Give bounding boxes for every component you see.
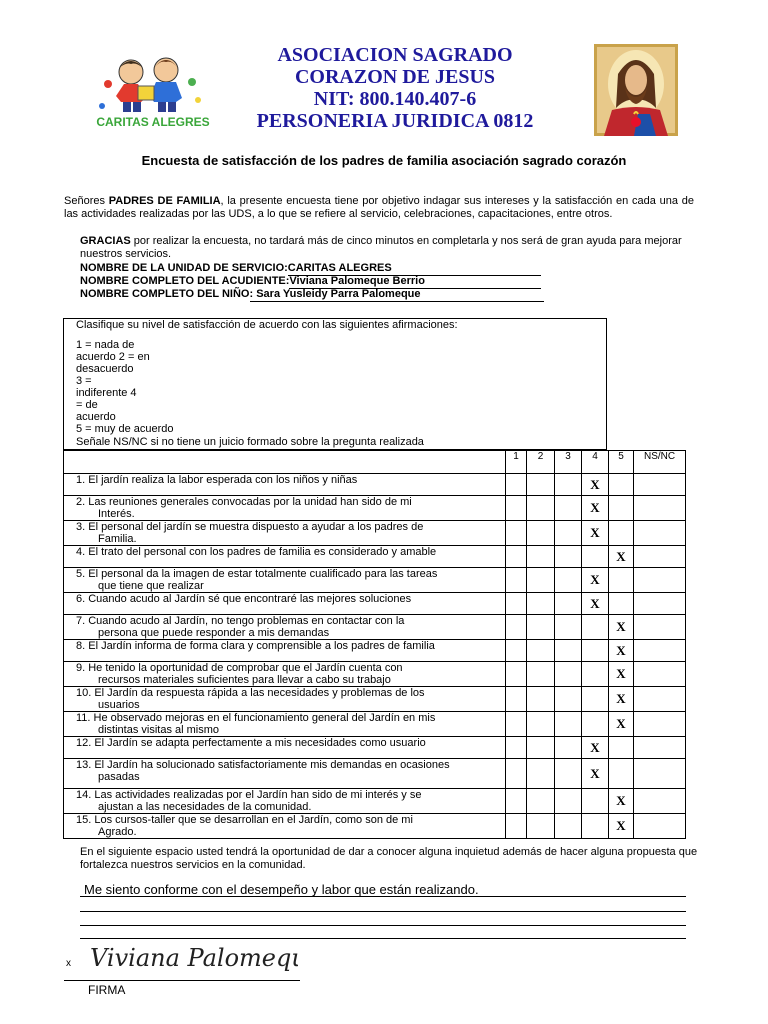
intro-body: , la presente encuesta tiene por objetivo indagar sus intereses y la satisfacción en cada una de las actividades realizadas por las UDS, a lo que se refiere al servicio, celebraciones, capacitaciones, entre otros.: [64, 195, 694, 220]
rating-cell-5[interactable]: [609, 640, 634, 662]
selected-mark: X: [616, 642, 626, 658]
table-row: [64, 496, 686, 521]
selected-mark: X: [590, 476, 600, 492]
survey-table: [63, 450, 686, 839]
question-text-continued: que tiene que realizar: [98, 580, 204, 592]
rating-cell-nsnc[interactable]: [634, 712, 686, 737]
question-cell: [64, 789, 506, 814]
rating-cell-5[interactable]: [609, 568, 634, 593]
question-text: 13. El Jardín ha solucionado satisfactoriamente mis demandas en ocasiones: [76, 759, 450, 771]
signature-text: Viviana Palomeque: [90, 944, 298, 972]
selected-mark: X: [616, 619, 626, 634]
signature-label: FIRMA: [88, 983, 126, 997]
rating-cell-2[interactable]: [527, 789, 555, 814]
thanks-paragraph: [80, 235, 694, 261]
question-cell: [64, 496, 506, 521]
question-text: 5. El personal da la imagen de estar totalmente cualificado para las tareas: [76, 568, 438, 580]
rating-cell-5[interactable]: [609, 615, 634, 640]
rating-cell-3[interactable]: [555, 521, 582, 546]
question-text-continued: usuarios: [98, 699, 140, 711]
question-text: 15. Los cursos-taller que se desarrollan en el Jardín, como son de mi: [76, 814, 413, 826]
rating-cell-1[interactable]: [506, 737, 527, 759]
rating-cell-4[interactable]: [582, 568, 609, 593]
question-text: 3. El personal del jardín se muestra dispuesto a ayudar a los padres de: [76, 521, 424, 533]
selected-mark: X: [590, 572, 600, 587]
rating-cell-nsnc[interactable]: [634, 759, 686, 789]
selected-mark: X: [616, 793, 626, 808]
table-row: [64, 759, 686, 789]
question-text: 12. El Jardín se adapta perfectamente a mis necesidades como usuario: [76, 737, 426, 749]
guardian-value: Viviana Palomeque Berrio: [289, 275, 541, 289]
rating-cell-3[interactable]: [555, 474, 582, 496]
column-header-1: 1: [506, 451, 527, 474]
rating-cell-nsnc[interactable]: [634, 568, 686, 593]
scale-line-8: 5 = muy de acuerdo: [76, 423, 174, 435]
selected-mark: X: [590, 595, 600, 611]
column-header-2: 2: [527, 451, 555, 474]
rating-cell-3[interactable]: [555, 546, 582, 568]
rating-cell-1[interactable]: [506, 496, 527, 521]
rating-cell-nsnc[interactable]: [634, 615, 686, 640]
rating-cell-3[interactable]: [555, 640, 582, 662]
rating-cell-1[interactable]: [506, 814, 527, 839]
question-cell: [64, 759, 506, 789]
comment-line-3: [80, 925, 686, 926]
rating-cell-2[interactable]: [527, 568, 555, 593]
instructions-box: [63, 318, 607, 450]
question-text-continued: persona que puede responder a mis demandas: [98, 627, 330, 639]
header-line-3: NIT: 800.140.407-6: [313, 88, 477, 110]
rating-cell-4[interactable]: [582, 789, 609, 814]
table-row: [64, 546, 686, 568]
rating-cell-nsnc[interactable]: [634, 546, 686, 568]
table-row: [64, 789, 686, 814]
rating-cell-nsnc[interactable]: [634, 814, 686, 839]
table-row: [64, 712, 686, 737]
question-text-continued: Agrado.: [98, 826, 137, 838]
selected-mark: X: [616, 548, 626, 564]
rating-cell-4[interactable]: [582, 712, 609, 737]
rating-cell-3[interactable]: [555, 662, 582, 687]
rating-cell-1[interactable]: [506, 521, 527, 546]
signature-line: [64, 980, 300, 981]
question-text: 4. El trato del personal con los padres de familia es considerado y amable: [76, 546, 437, 558]
rating-cell-4[interactable]: [582, 593, 609, 615]
question-cell: [64, 687, 506, 712]
question-text: 14. Las actividades realizadas por el Jardín han sido de mi interés y se: [76, 789, 422, 801]
rating-cell-1[interactable]: [506, 687, 527, 712]
instructions-lead: Clasifique su nivel de satisfacción de acuerdo con las siguientes afirmaciones:: [76, 319, 458, 331]
table-row: [64, 662, 686, 687]
rating-cell-2[interactable]: [527, 640, 555, 662]
question-text: 6. Cuando acudo al Jardín sé que encontraré las mejores soluciones: [76, 593, 412, 605]
selected-mark: X: [590, 525, 600, 540]
rating-cell-4[interactable]: [582, 615, 609, 640]
guardian-field: [80, 275, 541, 289]
rating-cell-4[interactable]: [582, 474, 609, 496]
table-row: [64, 474, 686, 496]
comment-line-2: [80, 911, 686, 912]
rating-cell-4[interactable]: [582, 640, 609, 662]
rating-cell-2[interactable]: [527, 737, 555, 759]
rating-cell-4[interactable]: [582, 737, 609, 759]
rating-cell-2[interactable]: [527, 474, 555, 496]
rating-cell-3[interactable]: [555, 687, 582, 712]
question-cell: [64, 640, 506, 662]
rating-cell-1[interactable]: [506, 474, 527, 496]
rating-cell-5[interactable]: [609, 814, 634, 839]
selected-mark: X: [616, 818, 626, 833]
rating-cell-5[interactable]: [609, 496, 634, 521]
rating-cell-nsnc[interactable]: [634, 640, 686, 662]
column-header-4: 4: [582, 451, 609, 474]
table-row: [64, 521, 686, 546]
rating-cell-2[interactable]: [527, 712, 555, 737]
organization-header: [230, 44, 560, 132]
scale-line-3: desacuerdo: [76, 363, 134, 375]
scale-line-1: 1 = nada de: [76, 339, 135, 351]
rating-cell-1[interactable]: [506, 615, 527, 640]
service-unit-value: CARITAS ALEGRES: [288, 262, 541, 276]
scale-line-7: acuerdo: [76, 411, 116, 423]
rating-cell-2[interactable]: [527, 759, 555, 789]
rating-cell-1[interactable]: [506, 662, 527, 687]
rating-cell-4[interactable]: [582, 814, 609, 839]
rating-cell-2[interactable]: [527, 615, 555, 640]
rating-cell-4[interactable]: [582, 662, 609, 687]
comment-prompt: En el siguiente espacio usted tendrá la oportunidad de dar a conocer alguna inquietud además de hacer alguna propuesta que fortalezca nuestros servicios en la comunidad.: [80, 846, 698, 871]
rating-cell-5[interactable]: [609, 737, 634, 759]
rating-cell-4[interactable]: [582, 521, 609, 546]
rating-cell-5[interactable]: [609, 662, 634, 687]
selected-mark: X: [590, 765, 600, 781]
rating-cell-1[interactable]: [506, 568, 527, 593]
rating-cell-1[interactable]: [506, 546, 527, 568]
table-row: [64, 737, 686, 759]
signature-x-mark: x: [66, 958, 71, 969]
question-text-continued: Familia.: [98, 533, 137, 545]
question-cell: [64, 814, 506, 839]
question-text: 2. Las reuniones generales convocadas por la unidad han sido de mi: [76, 496, 412, 508]
sacred-heart-portrait: [594, 44, 678, 136]
rating-cell-nsnc[interactable]: [634, 662, 686, 687]
question-text-continued: recursos materiales suficientes para llevar a cabo su trabajo: [98, 674, 391, 686]
rating-cell-nsnc[interactable]: [634, 521, 686, 546]
rating-cell-4[interactable]: [582, 687, 609, 712]
column-header-nsnc: NS/NC: [634, 451, 686, 474]
rating-cell-5[interactable]: [609, 521, 634, 546]
scale-line-6: = de: [76, 399, 98, 411]
question-text: 7. Cuando acudo al Jardín, no tengo problemas en contactar con la: [76, 615, 405, 627]
comment-answer: Me siento conforme con el desempeño y labor que están realizando.: [84, 882, 479, 897]
rating-cell-3[interactable]: [555, 615, 582, 640]
rating-cell-2[interactable]: [527, 593, 555, 615]
header-line-1: ASOCIACION SAGRADO: [277, 44, 513, 66]
rating-cell-nsnc[interactable]: [634, 687, 686, 712]
rating-cell-nsnc[interactable]: [634, 593, 686, 615]
rating-cell-1[interactable]: [506, 593, 527, 615]
rating-cell-2[interactable]: [527, 687, 555, 712]
scale-line-2: acuerdo 2 = en: [76, 351, 150, 363]
child-field: [80, 288, 544, 302]
caritas-alegres-logo: [86, 46, 220, 132]
rating-cell-3[interactable]: [555, 712, 582, 737]
question-cell: [64, 737, 506, 759]
rating-cell-nsnc[interactable]: [634, 474, 686, 496]
question-text: 10. El Jardín da respuesta rápida a las necesidades y problemas de los: [76, 687, 425, 699]
rating-cell-3[interactable]: [555, 789, 582, 814]
intro-greeting: Señores: [64, 195, 109, 207]
thanks-label: GRACIAS: [80, 235, 131, 247]
rating-cell-3[interactable]: [555, 814, 582, 839]
rating-cell-5[interactable]: [609, 474, 634, 496]
intro-paragraph: [64, 195, 694, 221]
service-unit-label: NOMBRE DE LA UNIDAD DE SERVICIO:: [80, 262, 288, 274]
rating-cell-4[interactable]: [582, 759, 609, 789]
header-line-4: PERSONERIA JURIDICA 0812: [256, 110, 534, 132]
selected-mark: X: [616, 691, 626, 706]
rating-cell-1[interactable]: [506, 759, 527, 789]
instructions-note: Señale NS/NC si no tiene un juicio formado sobre la pregunta realizada: [76, 436, 424, 448]
rating-cell-nsnc[interactable]: [634, 789, 686, 814]
child-label: NOMBRE COMPLETO DEL NIÑO: [80, 288, 250, 300]
scale-line-4: 3 =: [76, 375, 92, 387]
rating-cell-3[interactable]: [555, 737, 582, 759]
question-cell: [64, 546, 506, 568]
table-row: [64, 615, 686, 640]
column-header-3: 3: [555, 451, 582, 474]
intro-parents-label: PADRES DE FAMILIA: [108, 195, 221, 207]
table-row: [64, 814, 686, 839]
header-line-2: CORAZON DE JESUS: [294, 66, 496, 88]
question-text-continued: distintas visitas al mismo: [98, 724, 220, 736]
logo-text: CARITAS ALEGRES: [96, 115, 210, 129]
rating-cell-4[interactable]: [582, 546, 609, 568]
table-row: [64, 687, 686, 712]
question-text: 1. El jardín realiza la labor esperada con los niños y niñas: [76, 474, 358, 486]
rating-cell-5[interactable]: [609, 546, 634, 568]
rating-cell-3[interactable]: [555, 593, 582, 615]
rating-cell-3[interactable]: [555, 568, 582, 593]
rating-cell-2[interactable]: [527, 521, 555, 546]
thanks-body: por realizar la encuesta, no tardará más de cinco minutos en completarla y nos será de gran ayuda para mejorar nuestros servicios.: [80, 235, 682, 260]
selected-mark: X: [590, 500, 600, 515]
rating-cell-2[interactable]: [527, 814, 555, 839]
rating-cell-3[interactable]: [555, 759, 582, 789]
selected-mark: X: [616, 666, 626, 681]
rating-cell-2[interactable]: [527, 662, 555, 687]
rating-cell-4[interactable]: [582, 496, 609, 521]
question-cell: [64, 615, 506, 640]
question-text-continued: ajustan a las necesidades de la comunidad.: [98, 801, 312, 813]
question-cell: [64, 568, 506, 593]
header-blank-cell: [64, 451, 506, 474]
question-text: 8. El Jardín informa de forma clara y comprensible a los padres de familia: [76, 640, 435, 652]
question-text: 11. He observado mejoras en el funcionamiento general del Jardín en mis: [76, 712, 436, 724]
rating-cell-2[interactable]: [527, 496, 555, 521]
rating-cell-1[interactable]: [506, 789, 527, 814]
question-text: 9. He tenido la oportunidad de comprobar que el Jardín cuenta con: [76, 662, 403, 674]
rating-cell-1[interactable]: [506, 712, 527, 737]
rating-cell-5[interactable]: [609, 687, 634, 712]
question-text-continued: pasadas: [98, 771, 140, 783]
selected-mark: X: [590, 739, 600, 755]
service-unit-field: [80, 262, 541, 276]
table-row: [64, 640, 686, 662]
guardian-label: NOMBRE COMPLETO DEL ACUDIENTE:: [80, 275, 290, 287]
rating-cell-2[interactable]: [527, 546, 555, 568]
child-value: : Sara Yusleidy Parra Palomeque: [250, 288, 544, 302]
selected-mark: X: [616, 716, 626, 731]
rating-cell-3[interactable]: [555, 496, 582, 521]
rating-cell-5[interactable]: [609, 759, 634, 789]
table-row: [64, 568, 686, 593]
rating-cell-1[interactable]: [506, 640, 527, 662]
question-cell: [64, 712, 506, 737]
rating-cell-5[interactable]: [609, 593, 634, 615]
rating-cell-nsnc[interactable]: [634, 496, 686, 521]
handwritten-signature: [88, 936, 298, 976]
table-row: [64, 593, 686, 615]
survey-title: Encuesta de satisfacción de los padres de familia asociación sagrado corazón: [141, 153, 627, 168]
table-header-row: [64, 451, 686, 474]
rating-cell-5[interactable]: [609, 712, 634, 737]
question-cell: [64, 662, 506, 687]
question-cell: [64, 521, 506, 546]
question-cell: [64, 474, 506, 496]
question-text-continued: Interés.: [98, 508, 135, 520]
column-header-5: 5: [609, 451, 634, 474]
rating-cell-5[interactable]: [609, 789, 634, 814]
question-cell: [64, 593, 506, 615]
comment-line-1: [80, 896, 686, 897]
rating-cell-nsnc[interactable]: [634, 737, 686, 759]
scale-line-5: indiferente 4: [76, 387, 137, 399]
